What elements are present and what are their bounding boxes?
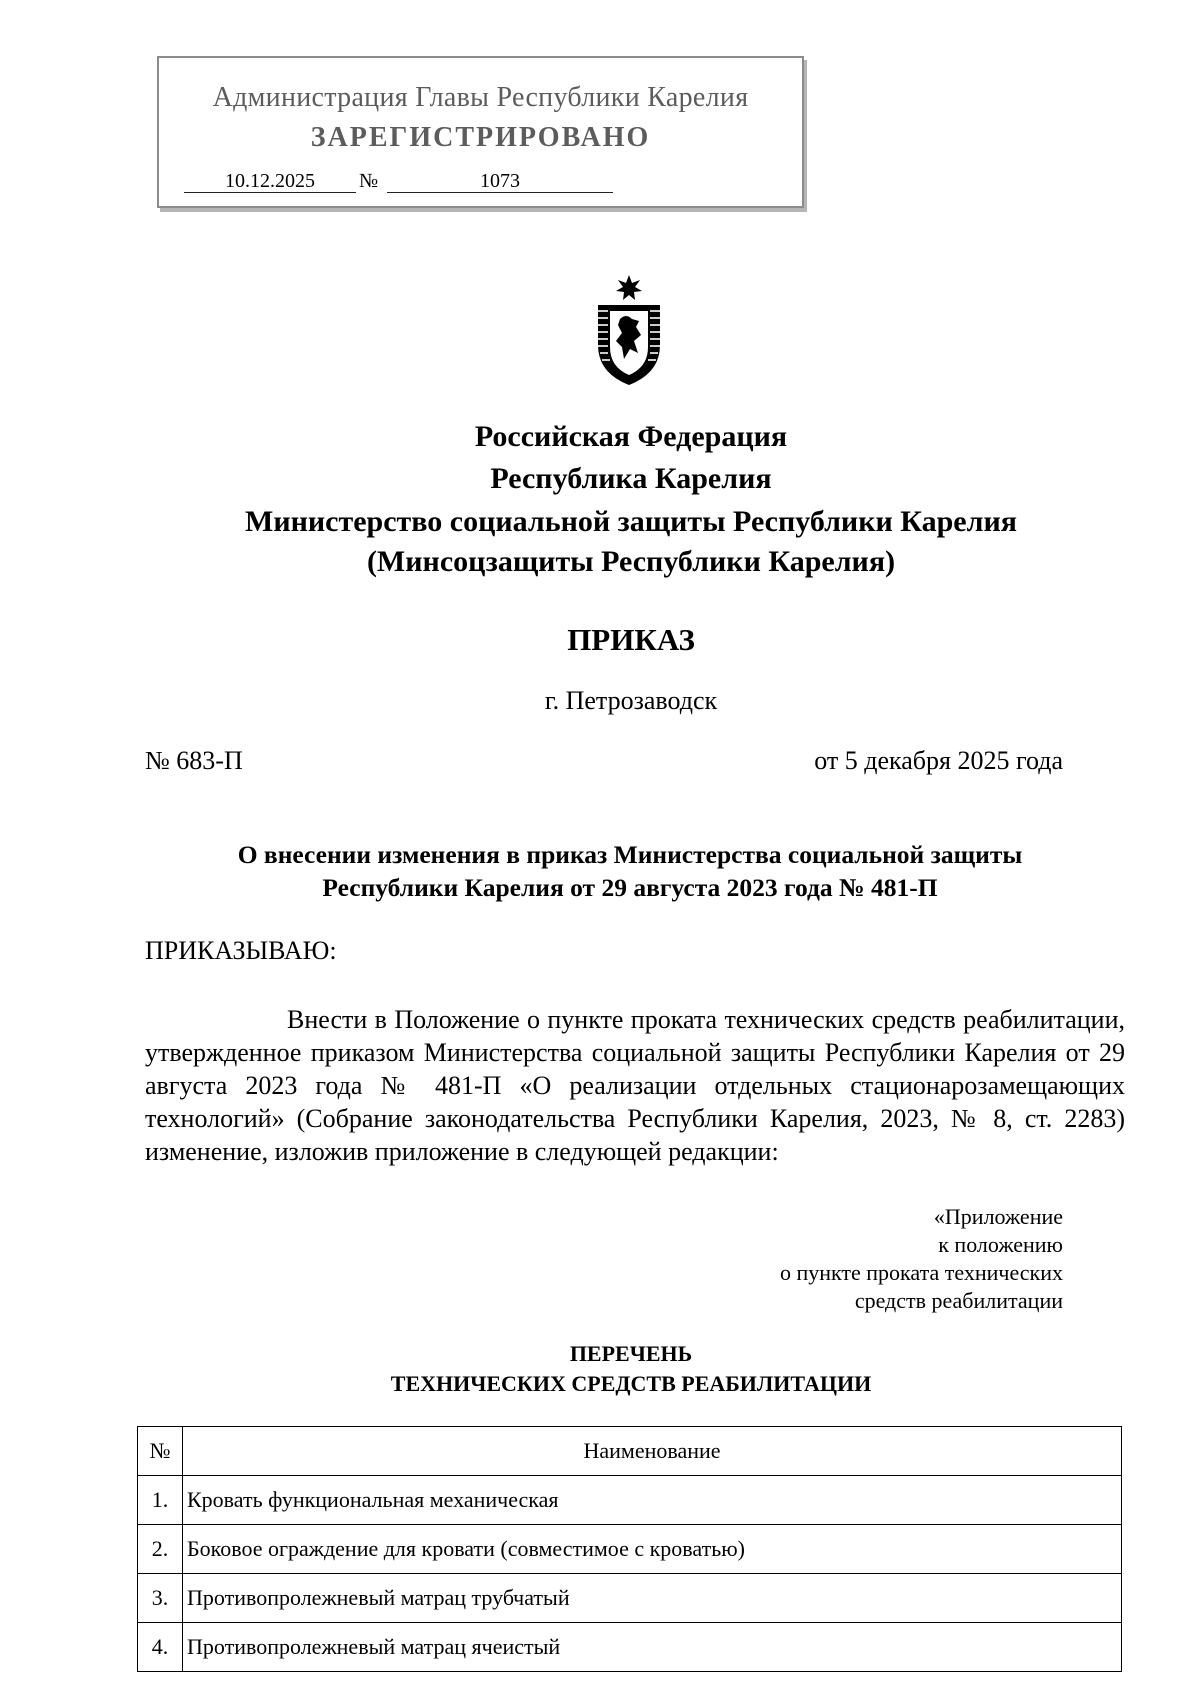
rehabilitation-means-table bbox=[137, 1426, 1122, 1672]
appendix-line-2: к положению bbox=[938, 1232, 1063, 1257]
header-republic: Республика Карелия bbox=[490, 462, 772, 495]
order-number: № 683-П bbox=[145, 746, 243, 775]
table-row bbox=[138, 1623, 1122, 1672]
column-header-no: № bbox=[138, 1427, 183, 1476]
stamp-number-sign: № bbox=[359, 170, 379, 192]
order-date: от 5 декабря 2025 года bbox=[814, 746, 1063, 775]
karelia-coat-of-arms-icon bbox=[584, 275, 674, 387]
appendix-line-1: «Приложение bbox=[933, 1204, 1063, 1229]
row-number: 2. bbox=[138, 1525, 183, 1574]
directive: ПРИКАЗЫВАЮ: bbox=[145, 936, 337, 965]
appendix-line-3: о пункте проката технических bbox=[779, 1260, 1063, 1285]
column-header-name: Наименование bbox=[183, 1427, 1122, 1476]
list-title-2: ТЕХНИЧЕСКИХ СРЕДСТВ РЕАБИЛИТАЦИИ bbox=[390, 1371, 872, 1396]
row-name: Противопролежневый матрац ячеистый bbox=[183, 1623, 1122, 1672]
header-country: Российская Федерация bbox=[474, 420, 788, 453]
table-row bbox=[138, 1476, 1122, 1525]
appendix-line-4: средств реабилитации bbox=[854, 1288, 1063, 1313]
row-name: Боковое ограждение для кровати (совместимое с кроватью) bbox=[183, 1525, 1122, 1574]
body-paragraph: Внести в Положение о пункте проката технических средств реабилитации, утвержденное приказом Министерства социальной защиты Республики Карелия от 29 августа 2023 года № 481-П «О реализации отдельных стационарозамещающих технологий» (Собрание законодательства Республики Карелия, 2023, № 8, ст. 2283) изменение, изложив приложение в следующей редакции: bbox=[145, 1005, 1125, 1166]
header-ministry-short: (Минсоцзащиты Республики Карелия) bbox=[366, 545, 896, 578]
document-type: ПРИКАЗ bbox=[567, 622, 695, 657]
table-header-row bbox=[138, 1427, 1122, 1476]
row-name: Кровать функциональная механическая bbox=[183, 1476, 1122, 1525]
stamp-status: ЗАРЕГИСТРИРОВАНО bbox=[310, 122, 651, 153]
table-row bbox=[138, 1525, 1122, 1574]
header-ministry: Министерство социальной защиты Республики Карелия bbox=[245, 505, 1017, 538]
row-number: 1. bbox=[138, 1476, 183, 1525]
row-number: 4. bbox=[138, 1623, 183, 1672]
stamp-organization: Администрация Главы Республики Карелия bbox=[212, 82, 749, 113]
document-city: г. Петрозаводск bbox=[544, 686, 718, 715]
list-title-1: ПЕРЕЧЕНЬ bbox=[569, 1341, 693, 1366]
table-row bbox=[138, 1574, 1122, 1623]
subject-line-1: О внесении изменения в приказ Министерства социальной защиты bbox=[237, 840, 1023, 869]
registration-stamp bbox=[157, 56, 804, 208]
row-number: 3. bbox=[138, 1574, 183, 1623]
subject-line-2: Республики Карелия от 29 августа 2023 года № 481-П bbox=[322, 873, 938, 902]
stamp-date: 10.12.2025 bbox=[184, 170, 356, 193]
appendix-reference bbox=[780, 1203, 1063, 1315]
stamp-number: 1073 bbox=[387, 170, 613, 193]
row-name: Противопролежневый матрац трубчатый bbox=[183, 1574, 1122, 1623]
